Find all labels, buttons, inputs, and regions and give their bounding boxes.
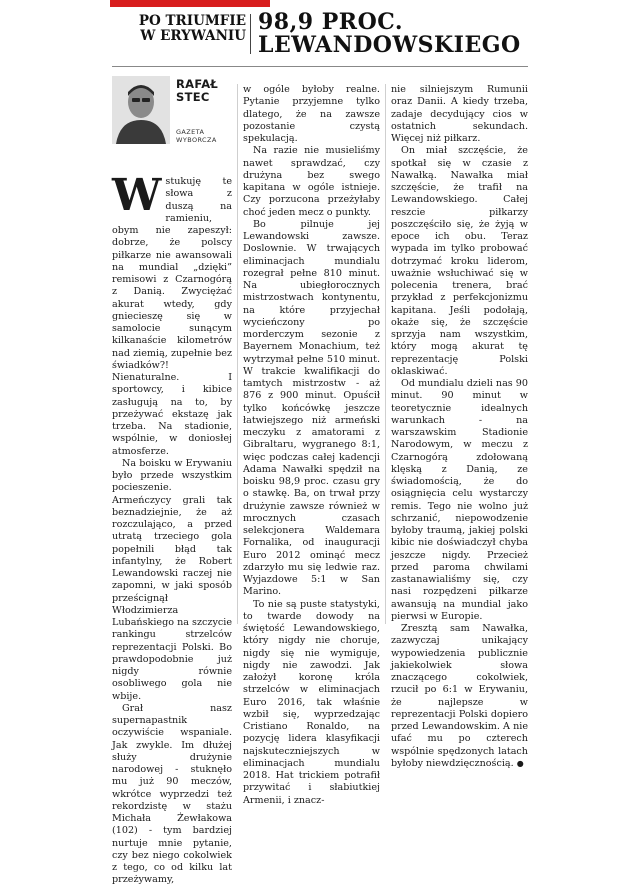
- paragraph: On miał szczęście, że spotkał się w czasie z Nawałką. Nawałka miał szczęście, że trafił na Lewandowskiego. Całej reszcie piłkarzy poszczęściło się, że żyją w epoce ich obu. Teraz wypada im tylko probować dotrzymać kroku liderom, uważnie wsłuchiwać się w polecenia trenera, brać przykład z perfekcjonizmu kapitana. Jeśli podołają, okaże się, że szczęście sprzyja nam wszystkim, który mogą akurat tę reprezentację Polski oklaskiwać.: [391, 145, 528, 377]
- article-column-1: [112, 170, 232, 887]
- author-name: [176, 78, 236, 104]
- kicker: [116, 14, 246, 44]
- author-outlet: GAZETA WYBORCZA: [176, 128, 217, 144]
- paragraph: Grał nasz supernapastnik oczywiście wspaniale. Jak zwykle. Im dłużej służy drużynie narodowej - stuknęło mu już 90 meczów, wkrótce wyprzedzi też rekordzistę w stażu Michała Żewłakowa (102) - tym bardziej nurtuje mnie pytanie, czy bez niego cokolwiek z tego, co od kilku lat przeżywamy,: [112, 702, 232, 886]
- author-portrait-icon: [112, 76, 170, 144]
- paragraph: Od mundialu dzieli nas 90 minut. 90 minut w teoretycznie idealnych warunkach - na warszawskim Stadionie Narodowym, w meczu z Czarnogórą zdołowaną klęską z Danią, ze świadomością, że do osiągnięcia celu wystarczy remis. Tego nie wolno już schrzanić, niepowodzenie byłoby traumą, jakiej polski kibic nie doświadczył chyba jeszcze nigdy. Przecież przed paroma chwilami zastanawialiśmy się, czy nasi rozpędzeni piłkarze awansują na mundial jako pierwsi w Europie.: [391, 378, 528, 622]
- paragraph: Na boisku w Erywaniu było przede wszystkim pocieszenie. Armeńczycy grali tak beznadziejnie, że aż rozczulająco, a przed utratą trzeciego gola popełnili błąd tak infantylny, że Robert Lewandowski raczej nie zapomni, w jaki sposób prześcignął Włodzimierza Lubańskiego na szczycie rankingu strzelców reprezentacji Polski. Bo prawdopodobnie już nigdy równie osobliwego gola nie wbije.: [112, 457, 232, 702]
- paragraph: w ogóle byłoby realne. Pytanie przyjemne tylko dlatego, że na zawsze pozostanie czystą spekulacją.: [243, 84, 380, 144]
- paragraph: nie silniejszym Rumunii oraz Danii. A kiedy trzeba, zadaje decydujący cios w ostatnich sekundach. Więcej niż piłkarz.: [391, 84, 528, 144]
- column-divider: [237, 84, 238, 624]
- headline-line: LEWANDOWSKIEGO: [258, 32, 521, 58]
- accent-bar: [110, 0, 270, 7]
- paragraph: [112, 170, 232, 458]
- author-last-name: STEC: [176, 90, 210, 104]
- author-box: [112, 76, 234, 160]
- paragraph-text: Zresztą sam Nawałka, zazwyczaj unikający wypowiedzenia publicznie jakiekolwiek słowa znaczącego cokolwiek, rzucił po 6:1 w Erywaniu, że najlepsze w reprezentacji Polski dopiero przed Lewandowskim. A nie ufać mu po czterech wspólnie spędzonych latach byłoby niewdzięcznością.: [391, 623, 528, 769]
- end-mark-icon: ●: [516, 758, 524, 768]
- paragraph-text: stukuję te słowa z duszą na ramieniu, obym nie zapeszył: dobrze, że polscy piłkarze nie awansowali na mundial „dzięki” remisowi z Czarnogórą z Danią. Zwyciężać akurat wtedy, gdy gniecieszę się w samolocie sunącym kilkanaście kilometrów nad ziemią, zupełnie bez świadków?! Nienaturalne. I sportowcy, i kibice zasługują na to, by przeżywać ekstazę jak trzeba. Na stadionie, wspólnie, w doniosłej atmosferze.: [112, 176, 232, 457]
- column-divider: [385, 84, 386, 624]
- paragraph: Na razie nie musieliśmy nawet sprawdzać, czy drużyna bez swego kapitana w ogóle istnieje. Czy porzucona przeżyłaby choć jeden mecz o punkty.: [243, 145, 380, 218]
- author-photo: [112, 76, 170, 144]
- header-divider: [250, 14, 251, 54]
- paragraph: Bo pilnuje jej Lewandowski zawsze. Doslownie. W trwających eliminacjach mundialu rozegrał pełne 810 minut. Na ubiegłorocznych mistrzostwach kontynentu, na które przyjechał wycieńczony po morderczym sezonie z Bayernem Monachium, też wytrzymał pełne 510 minut. W trakcie kwalifikacji do tamtych mistrzostw - aż 876 z 900 minut. Opuścił tylko końcówkę jeszcze łatwiejszego niż armeński meczyku z amatorami z Gibraltaru, wygranego 8:1, więc podczas całej kadencji Adama Nawałki spędził na boisku 98,9 proc. czasu gry o stawkę. Ba, on trwał przy drużynie zawsze również w mrocznych czasach selekcjonera Waldemara Fornalika, od inauguracji Euro 2012 ominąć mecz zdarzyło mu się ledwie raz. Wyjazdowe 5:1 w San Marino.: [243, 218, 380, 598]
- article-column-3: [391, 84, 528, 770]
- kicker-line: W ERYWANIU: [140, 28, 246, 44]
- header-rule: [112, 66, 528, 67]
- paragraph: [391, 623, 528, 770]
- headline: [258, 9, 521, 58]
- headline-line: 98,9 PROC.: [258, 9, 404, 35]
- article-column-2: [243, 84, 380, 807]
- paragraph: To nie są puste statystyki, to twarde dowody na świętość Lewandowskiego, który nigdy nie choruje, nigdy się nie wymiguje, nigdy nie zawodzi. Jak założył koronę króla strzelców w eliminacjach Euro 2016, tak właśnie wzbił się, wyprzedzając Cristiano Ronaldo, na pozycję lidera klasyfikacji najskuteczniejszych w eliminacjach mundialu 2018. Hat trickiem potrafił przywitać i słabiutkiej Armenii, i znacz-: [243, 598, 380, 806]
- author-first-name: RAFAŁ: [176, 77, 219, 91]
- drop-cap: W: [112, 170, 162, 221]
- kicker-line: PO TRIUMFIE: [138, 13, 246, 29]
